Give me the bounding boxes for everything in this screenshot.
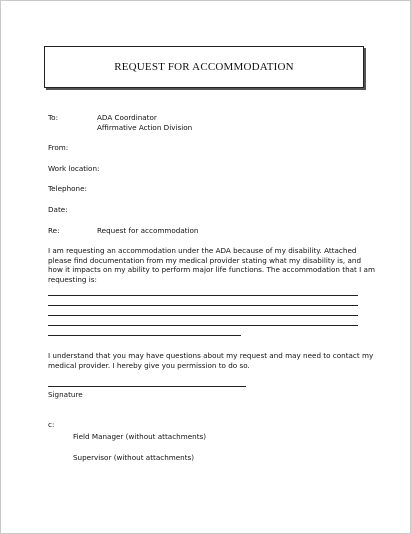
work-location-label: Work location:: [48, 164, 100, 173]
signature-line[interactable]: [48, 386, 246, 387]
answer-line-3[interactable]: [48, 315, 358, 316]
title-box: [44, 46, 364, 88]
answer-line-1[interactable]: [48, 295, 358, 296]
date-label: Date:: [48, 205, 68, 214]
from-label: From:: [48, 143, 69, 152]
to-label: To:: [48, 113, 58, 122]
to-line-2: Affirmative Action Division: [97, 123, 193, 132]
request-paragraph: I am requesting an accommodation under the ADA because of my disability. Attached please find documentation from my medical provider stating what my disability is, and how it impacts on my ability to perform major life functions. The accommodation that I am requesting is:: [48, 246, 375, 284]
document-title: REQUEST FOR ACCOMMODATION: [114, 61, 294, 73]
answer-line-4[interactable]: [48, 325, 358, 326]
re-value: Request for accommodation: [97, 226, 199, 235]
answer-line-5[interactable]: [48, 335, 241, 336]
telephone-label: Telephone:: [48, 184, 87, 193]
cc-item-supervisor: Supervisor (without attachments): [73, 453, 195, 462]
permission-paragraph: I understand that you may have questions about my request and may need to contact my medical provider. I hereby give you permission to do so.: [48, 351, 374, 370]
cc-item-field-manager: Field Manager (without attachments): [73, 432, 207, 441]
to-line-1: ADA Coordinator: [97, 113, 157, 122]
re-label: Re:: [48, 226, 60, 235]
answer-line-2[interactable]: [48, 305, 358, 306]
cc-label: c:: [48, 420, 55, 429]
signature-label: Signature: [48, 390, 83, 399]
